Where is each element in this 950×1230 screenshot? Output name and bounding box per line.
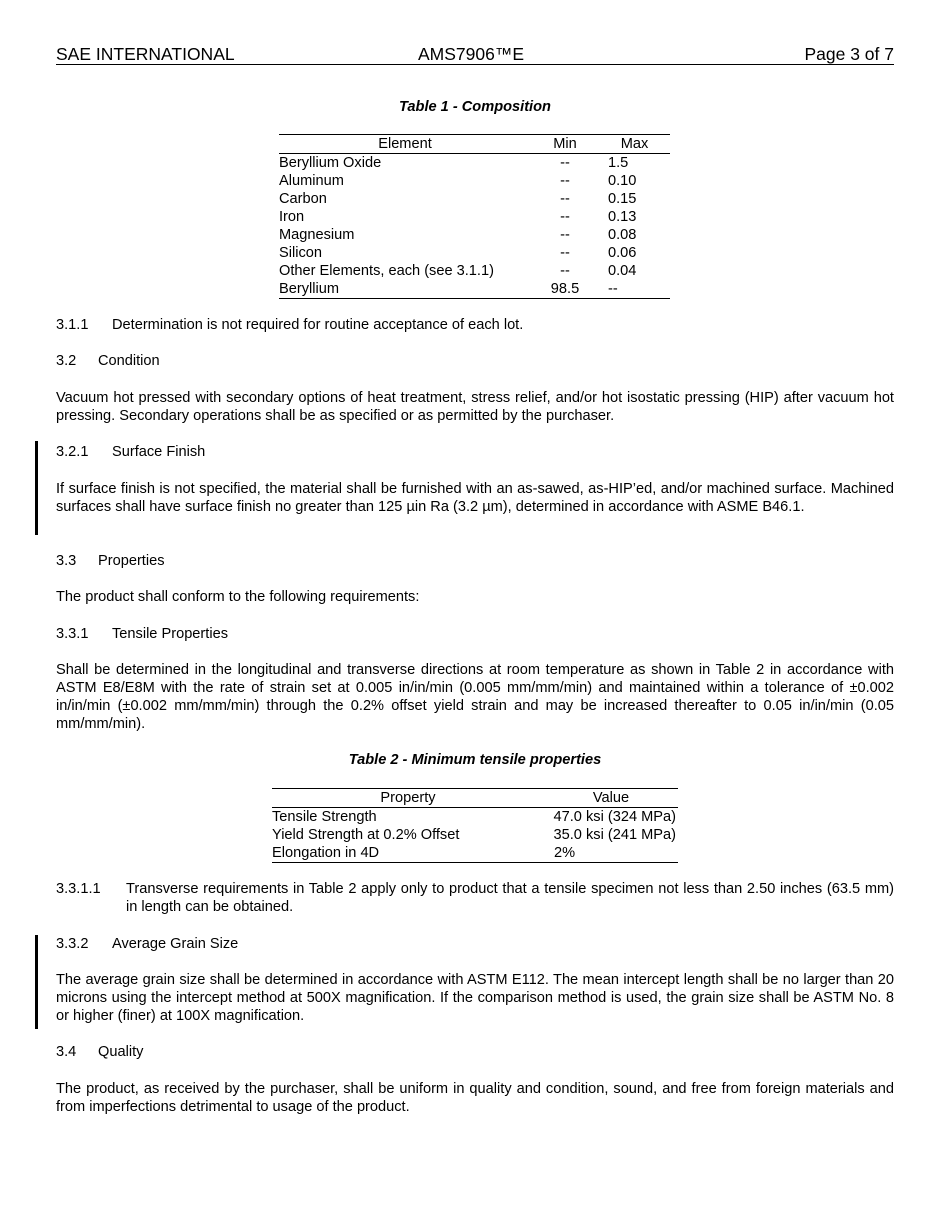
- section-3-3-2-heading: [56, 935, 238, 953]
- table-row: [279, 226, 670, 244]
- cell-element: Beryllium Oxide: [279, 155, 382, 171]
- column-header-element: Element: [279, 135, 531, 154]
- section-3-4-body: The product, as received by the purchaser, shall be uniform in quality and condition, sound, and free from foreign materials and from imperfections detrimental to usage of the product.: [56, 1081, 894, 1115]
- section-3-2-1-body: If surface finish is not specified, the material shall be furnished with an as-sawed, as-HIP’ed, and/or machined surface. Machined surfaces shall have surface finish no greater than 125 µin Ra (3.2 µm), determined in accordance with ASME B46.1.: [56, 481, 894, 515]
- cell-element: Other Elements, each (see 3.1.1): [279, 263, 494, 279]
- section-title: Surface Finish: [112, 444, 206, 460]
- cell-min: --: [560, 173, 570, 189]
- cell-element: Iron: [279, 209, 305, 225]
- cell-min: --: [560, 263, 570, 279]
- cell-value: 2%: [544, 844, 678, 863]
- cell-value: 47.0 ksi (324 MPa): [553, 809, 676, 825]
- table1-caption: Table 1 - Composition: [399, 99, 551, 115]
- cell-element: Beryllium: [279, 280, 531, 299]
- section-3-3-1-1-body: Transverse requirements in Table 2 apply only to product that a tensile specimen not less than 2.50 inches (63.5 mm) in length can be obtained.: [126, 881, 894, 915]
- cell-max: 0.04: [608, 263, 637, 279]
- column-header-value: Value: [544, 789, 678, 808]
- table-row: [272, 808, 678, 827]
- section-3-4-heading: [56, 1043, 143, 1061]
- header-page-number: Page 3 of 7: [804, 44, 894, 64]
- page-header: [56, 44, 894, 65]
- cell-min: --: [560, 227, 570, 243]
- cell-min: --: [560, 209, 570, 225]
- section-3-3-1-heading: [56, 625, 228, 643]
- section-number: 3.3.2: [56, 936, 89, 952]
- table-row: [279, 244, 670, 262]
- table-row: [272, 826, 678, 844]
- section-3-3-1-body: Shall be determined in the longitudinal and transverse directions at room temperature as shown in Table 2 in accordance with ASTM E8/E8M with the rate of strain set at 0.005 in/in/min (0.005 mm/mm/min) and maintained within a tolerance of ±0.002 in/in/min (±0.002 mm/mm/min) through the 0.2% offset yield strain and may be increased thereafter to 0.05 in/in/min (0.05 mm/mm/min).: [56, 662, 894, 732]
- section-number: 3.4: [56, 1044, 77, 1060]
- cell-max: --: [599, 280, 670, 299]
- section-3-2-heading: [56, 352, 160, 370]
- table-row: [279, 208, 670, 226]
- table-row: [279, 280, 670, 299]
- table2-caption: Table 2 - Minimum tensile properties: [348, 752, 602, 768]
- cell-min: 98.5: [531, 280, 599, 299]
- section-number: 3.3.1.1: [56, 881, 101, 897]
- column-header-min: Min: [531, 135, 599, 154]
- cell-min: --: [560, 245, 570, 261]
- section-3-3-heading: [56, 552, 165, 570]
- table-row: [272, 844, 678, 863]
- cell-value: 35.0 ksi (241 MPa): [553, 827, 676, 843]
- cell-element: Aluminum: [279, 173, 344, 189]
- section-3-3-1-1-number: [56, 880, 101, 898]
- column-header-max: Max: [599, 135, 670, 154]
- section-3-3-2-body: The average grain size shall be determined in accordance with ASTM E112. The mean intercept length shall be no larger than 20 microns using the intercept method at 500X magnification. If the comparison method is used, the grain size shall be ASTM No. 8 or higher (finer) at 100X magnification.: [56, 972, 894, 1024]
- section-3-2-1-heading: [56, 443, 205, 461]
- section-number: 3.3: [56, 553, 77, 569]
- section-text: Determination is not required for routine acceptance of each lot.: [112, 317, 524, 333]
- section-title: Tensile Properties: [112, 626, 228, 642]
- cell-min: --: [560, 191, 570, 207]
- section-number: 3.3.1: [56, 626, 89, 642]
- cell-min: --: [560, 155, 570, 171]
- composition-table: [279, 134, 670, 299]
- cell-max: 0.15: [608, 191, 637, 207]
- cell-property: Yield Strength at 0.2% Offset: [272, 827, 460, 843]
- cell-max: 1.5: [608, 155, 629, 171]
- cell-max: 0.13: [608, 209, 637, 225]
- table-row: [279, 262, 670, 280]
- section-3-1-1: [56, 316, 523, 334]
- header-document-number: AMS7906™E: [418, 44, 525, 64]
- cell-max: 0.06: [608, 245, 637, 261]
- revision-bar: [35, 441, 38, 535]
- cell-element: Carbon: [279, 191, 327, 207]
- revision-bar: [35, 935, 38, 1029]
- cell-property: Elongation in 4D: [272, 844, 544, 863]
- section-title: Average Grain Size: [112, 936, 239, 952]
- table-header-row: [279, 135, 670, 154]
- section-number: 3.2: [56, 353, 77, 369]
- header-organization: SAE INTERNATIONAL: [56, 44, 235, 64]
- column-header-property: Property: [272, 789, 544, 808]
- table-row: [279, 172, 670, 190]
- section-number: 3.2.1: [56, 444, 89, 460]
- section-title: Condition: [98, 353, 160, 369]
- tensile-properties-table: [272, 788, 678, 863]
- cell-element: Magnesium: [279, 227, 355, 243]
- cell-max: 0.10: [608, 173, 637, 189]
- cell-element: Silicon: [279, 245, 322, 261]
- section-3-3-body: The product shall conform to the following requirements:: [56, 589, 420, 605]
- section-title: Properties: [98, 553, 165, 569]
- cell-max: 0.08: [608, 227, 637, 243]
- section-3-2-body: Vacuum hot pressed with secondary options of heat treatment, stress relief, and/or hot isostatic pressing (HIP) after vacuum hot pressing. Secondary operations shall be as specified or as permitted by the purchaser.: [56, 390, 894, 424]
- table-row: [279, 154, 670, 173]
- table-header-row: [272, 789, 678, 808]
- table-row: [279, 190, 670, 208]
- cell-property: Tensile Strength: [272, 809, 377, 825]
- section-number: 3.1.1: [56, 317, 89, 333]
- section-title: Quality: [98, 1044, 144, 1060]
